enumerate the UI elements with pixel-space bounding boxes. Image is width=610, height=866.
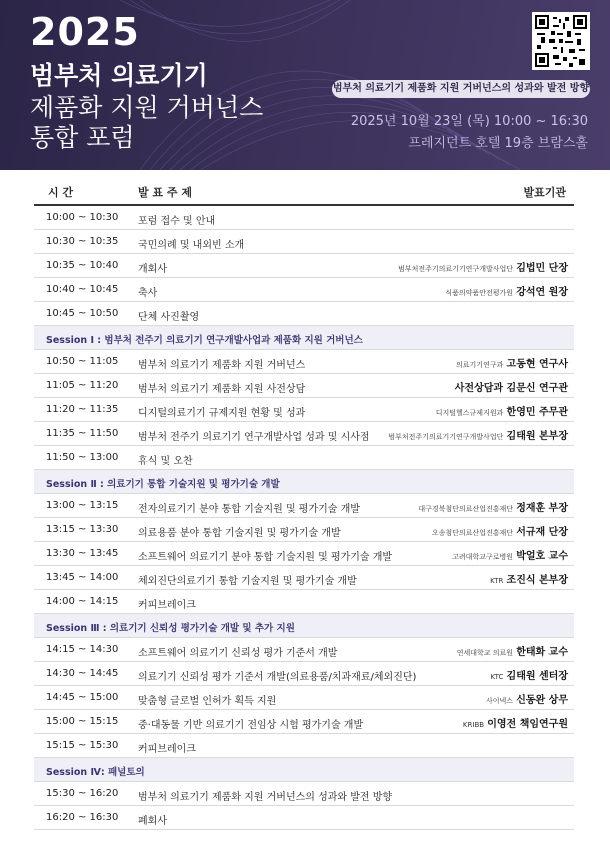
- presenter-name: 한영민 주무관: [506, 407, 568, 418]
- presenter-institution: 범부처전주기의료기기연구개발사업단: [388, 433, 504, 441]
- row-time: 11:05 ~ 11:20: [46, 380, 119, 391]
- row-time: 10:45 ~ 10:50: [46, 308, 119, 319]
- presenter-institution: 고려대학교구로병원: [452, 553, 514, 561]
- row-presenter: [436, 403, 568, 418]
- session-header-row: [34, 614, 574, 638]
- row-time: 13:15 ~ 13:30: [46, 524, 119, 535]
- presenter-name: 김태원 본부장: [506, 431, 568, 442]
- row-topic: 폐회사: [138, 816, 167, 827]
- presenter-name: 박얼호 교수: [516, 551, 568, 562]
- table-row: [34, 302, 574, 326]
- column-header-time: 시 간: [48, 186, 74, 199]
- presenter-institution: 의료기기연구과: [456, 361, 504, 369]
- row-time: 15:15 ~ 15:30: [46, 740, 119, 751]
- row-presenter: [456, 355, 568, 370]
- row-topic: 의료용품 분야 통합 기술지원 및 평가기술 개발: [138, 528, 341, 539]
- row-time: 10:00 ~ 10:30: [46, 212, 119, 223]
- table-row: [34, 206, 574, 230]
- row-time: 14:45 ~ 15:00: [46, 692, 119, 703]
- column-header-topic: 발 표 주 제: [138, 186, 192, 199]
- title-line-1: 범부처 의료기기: [30, 61, 208, 90]
- row-topic: 커피브레이크: [138, 744, 196, 755]
- row-presenter: [445, 283, 568, 298]
- row-presenter: [463, 715, 568, 730]
- table-row: [34, 566, 574, 590]
- table-row: [34, 710, 574, 734]
- row-presenter: [491, 667, 568, 682]
- presenter-name: 신동완 상무: [516, 695, 568, 706]
- presenter-name: 김태원 센터장: [506, 671, 568, 682]
- row-presenter: [486, 691, 568, 706]
- table-row: [34, 254, 574, 278]
- table-row: [34, 230, 574, 254]
- presenter-institution: 사이넥스: [485, 697, 514, 705]
- table-row: [34, 590, 574, 614]
- session-label: Session Ⅱ : 의료기기 통합 기술지원 및 평가기술 개발: [46, 479, 280, 490]
- row-topic: 개회사: [138, 264, 167, 275]
- row-time: 11:35 ~ 11:50: [46, 428, 119, 439]
- row-time: 10:30 ~ 10:35: [46, 236, 119, 247]
- event-datetime: 2025년 10월 23일 (목) 10:00 ~ 16:30: [350, 114, 588, 129]
- title-line-3: 통합 포럼: [30, 123, 135, 152]
- row-time: 10:40 ~ 10:45: [46, 284, 119, 295]
- row-topic: 범부처 의료기기 제품화 지원 사전상담: [138, 384, 306, 395]
- schedule-table: [34, 178, 574, 830]
- row-time: 11:50 ~ 13:00: [46, 452, 119, 463]
- row-time: 15:00 ~ 15:15: [46, 716, 119, 727]
- event-venue: 프레지던트 호텔 19층 브람스홀: [408, 136, 588, 151]
- row-presenter: [457, 643, 568, 658]
- row-topic: 축사: [138, 288, 158, 299]
- presenter-institution: KTC: [490, 673, 504, 681]
- row-time: 10:50 ~ 11:05: [46, 356, 119, 367]
- table-row: [34, 446, 574, 470]
- row-topic: 소프트웨어 의료기기 분야 통합 기술지원 및 평가기술 개발: [138, 552, 393, 563]
- row-presenter: [418, 499, 568, 514]
- row-topic: 범부처 의료기기 제품화 지원 거버넌스의 성과와 발전 방향: [138, 792, 393, 803]
- row-topic: 커피브레이크: [138, 600, 196, 611]
- session-header-row: [34, 326, 574, 350]
- table-header: [34, 178, 574, 206]
- presenter-name: 조진식 본부장: [506, 575, 568, 586]
- row-topic: 디지털의료기기 규제지원 현황 및 성과: [138, 408, 306, 419]
- row-topic: 범부처 의료기기 제품화 지원 거버넌스: [138, 360, 306, 371]
- session-header-row: [34, 758, 574, 782]
- session-label: Session Ⅳ: 패널토의: [46, 767, 145, 778]
- presenter-name: 서규재 단장: [516, 527, 568, 538]
- row-time: 11:20 ~ 11:35: [46, 404, 119, 415]
- table-row: [34, 350, 574, 374]
- row-presenter: [490, 571, 568, 586]
- table-row: [34, 782, 574, 806]
- presenter-name: 한태화 교수: [516, 647, 568, 658]
- row-topic: 전자의료기기 분야 통합 기술지원 및 평가기술 개발: [138, 504, 360, 515]
- row-time: 14:30 ~ 14:45: [46, 668, 119, 679]
- row-topic: 맞춤형 글로벌 인허가 획득 지원: [138, 696, 277, 707]
- table-row: [34, 734, 574, 758]
- schedule-rows: [34, 206, 574, 830]
- header-banner: [0, 0, 610, 170]
- row-time: 10:35 ~ 10:40: [46, 260, 119, 271]
- row-time: 14:15 ~ 14:30: [46, 644, 119, 655]
- row-topic: 범부처 전주기 의료기기 연구개발사업 성과 및 시사점: [138, 432, 370, 443]
- table-row: [34, 398, 574, 422]
- row-topic: 의료기기 신뢰성 평가 기준서 개발(의료용품/치과재료/체외진단): [138, 672, 417, 683]
- row-presenter: [452, 547, 568, 562]
- table-row: [34, 422, 574, 446]
- presenter-name: 김법민 단장: [516, 263, 568, 274]
- table-row: [34, 686, 574, 710]
- row-time: 16:20 ~ 16:30: [46, 812, 119, 823]
- presenter-name: 이영전 책임연구원: [487, 719, 568, 730]
- row-topic: 휴식 및 오찬: [138, 456, 193, 467]
- event-year: 2025: [30, 10, 140, 54]
- presenter-institution: KTR: [490, 577, 504, 585]
- row-time: 15:30 ~ 16:20: [46, 788, 119, 799]
- row-presenter: [388, 427, 568, 442]
- presenter-institution: 대구경북첨단의료산업진흥재단: [418, 505, 514, 513]
- presenter-institution: KRIBB: [462, 721, 485, 729]
- table-row: [34, 542, 574, 566]
- column-header-organization: 발표기관: [523, 186, 566, 199]
- presenter-name: 정재훈 부장: [516, 503, 568, 514]
- presenter-institution: 범부처전주기의료기기연구개발사업단: [398, 265, 514, 273]
- row-topic: 포럼 접수 및 안내: [138, 216, 216, 227]
- qr-code-icon[interactable]: [532, 12, 590, 70]
- row-time: 13:30 ~ 13:45: [46, 548, 119, 559]
- table-row: [34, 662, 574, 686]
- row-topic: 소프트웨어 의료기기 신뢰성 평가 기준서 개발: [138, 648, 338, 659]
- presenter-institution: 식품의약품안전평가원: [445, 289, 514, 297]
- row-time: 13:45 ~ 14:00: [46, 572, 119, 583]
- session-header-row: [34, 470, 574, 494]
- session-label: Session Ⅰ : 범부처 전주기 의료기기 연구개발사업과 제품화 지원 거버넌스: [46, 335, 363, 346]
- row-presenter: [455, 379, 568, 394]
- forum-theme-pill: 범부처 의료기기 제품화 지원 거버넌스의 성과와 발전 방향: [332, 80, 590, 98]
- presenter-name: 사전상담과 김문신 연구관: [454, 383, 568, 394]
- presenter-institution: 연세대학교 의료원: [456, 649, 514, 657]
- row-presenter: [398, 259, 568, 274]
- table-row: [34, 806, 574, 830]
- table-row: [34, 518, 574, 542]
- table-row: [34, 278, 574, 302]
- table-row: [34, 638, 574, 662]
- session-label: Session Ⅲ : 의료기기 신뢰성 평가기술 개발 및 추가 지원: [46, 623, 295, 634]
- row-topic: 단체 사진촬영: [138, 312, 200, 323]
- presenter-name: 강석연 원장: [516, 287, 568, 298]
- row-presenter: [432, 523, 568, 538]
- table-row: [34, 374, 574, 398]
- row-topic: 체외진단의료기기 통합 기술지원 및 평가기술 개발: [138, 576, 357, 587]
- row-topic: 국민의례 및 내외빈 소개: [138, 240, 245, 251]
- row-time: 14:00 ~ 14:15: [46, 596, 119, 607]
- presenter-name: 고동현 연구사: [506, 359, 568, 370]
- row-topic: 중·대동물 기반 의료기기 전임상 시험 평가기술 개발: [138, 720, 364, 731]
- table-row: [34, 494, 574, 518]
- presenter-institution: 디지털헬스규제지원과: [435, 409, 504, 417]
- title-line-2: 제품화 지원 거버넌스: [30, 93, 264, 122]
- presenter-institution: 오송첨단의료산업진흥재단: [431, 529, 514, 537]
- row-time: 13:00 ~ 13:15: [46, 500, 119, 511]
